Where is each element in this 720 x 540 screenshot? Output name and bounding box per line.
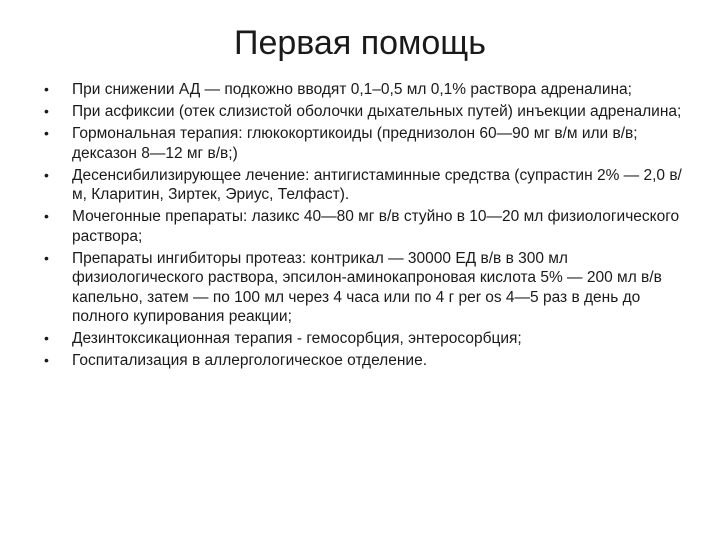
bullet-icon: • <box>44 208 49 224</box>
bullet-item <box>40 351 690 371</box>
bullet-item <box>40 249 690 327</box>
bullet-icon: • <box>44 166 49 183</box>
bullet-text: При асфиксии (отек слизистой оболочки дыхательных путей) инъекции адреналина; <box>72 103 682 120</box>
bullet-icon: • <box>44 249 49 266</box>
bullet-icon: • <box>44 330 49 346</box>
bullet-text: Гормональная терапия: глюкокортикоиды (преднизолон 60—90 мг в/м или в/в; дексазон 8—12 мг в/в;) <box>72 125 638 162</box>
bullet-icon: • <box>44 352 49 368</box>
bullet-item <box>40 329 690 349</box>
bullet-text: Дезинтоксикационная терапия - гемосорбция, энтеросорбция; <box>72 330 522 347</box>
bullet-item <box>40 166 690 205</box>
bullet-text: Препараты ингибиторы протеаз: контрикал — 30000 ЕД в/в в 300 мл физиологического раствора, эпсилон-аминокапроновая кислота 5% — 200 мл в/в капельно, затем — по 100 мл через 4 часа или по 4 г per os 4—5 раз в день до полного купирования реакции; <box>72 249 662 325</box>
bullet-text: Мочегонные препараты: лазикс 40—80 мг в/в стуйно в 10—20 мл физиологического раствора; <box>72 208 680 245</box>
bullet-icon: • <box>44 103 49 119</box>
bullet-icon: • <box>44 81 49 97</box>
bullet-icon: • <box>44 125 49 141</box>
bullet-text: При снижении АД — подкожно вводят 0,1–0,5 мл 0,1% раствора адреналина; <box>72 81 632 98</box>
bullet-item <box>40 124 690 163</box>
bullet-list <box>40 80 690 373</box>
bullet-item <box>40 207 690 246</box>
bullet-item <box>40 102 690 122</box>
bullet-item <box>40 80 690 100</box>
bullet-text: Десенсибилизирующее лечение: антигистаминные средства (супрастин 2% — 2,0 в/м, Кларитин, Зиртек, Эриус, Телфаст). <box>72 166 682 203</box>
slide-title: Первая помощь <box>234 24 486 62</box>
bullet-text: Госпитализация в аллергологическое отделение. <box>72 352 427 369</box>
